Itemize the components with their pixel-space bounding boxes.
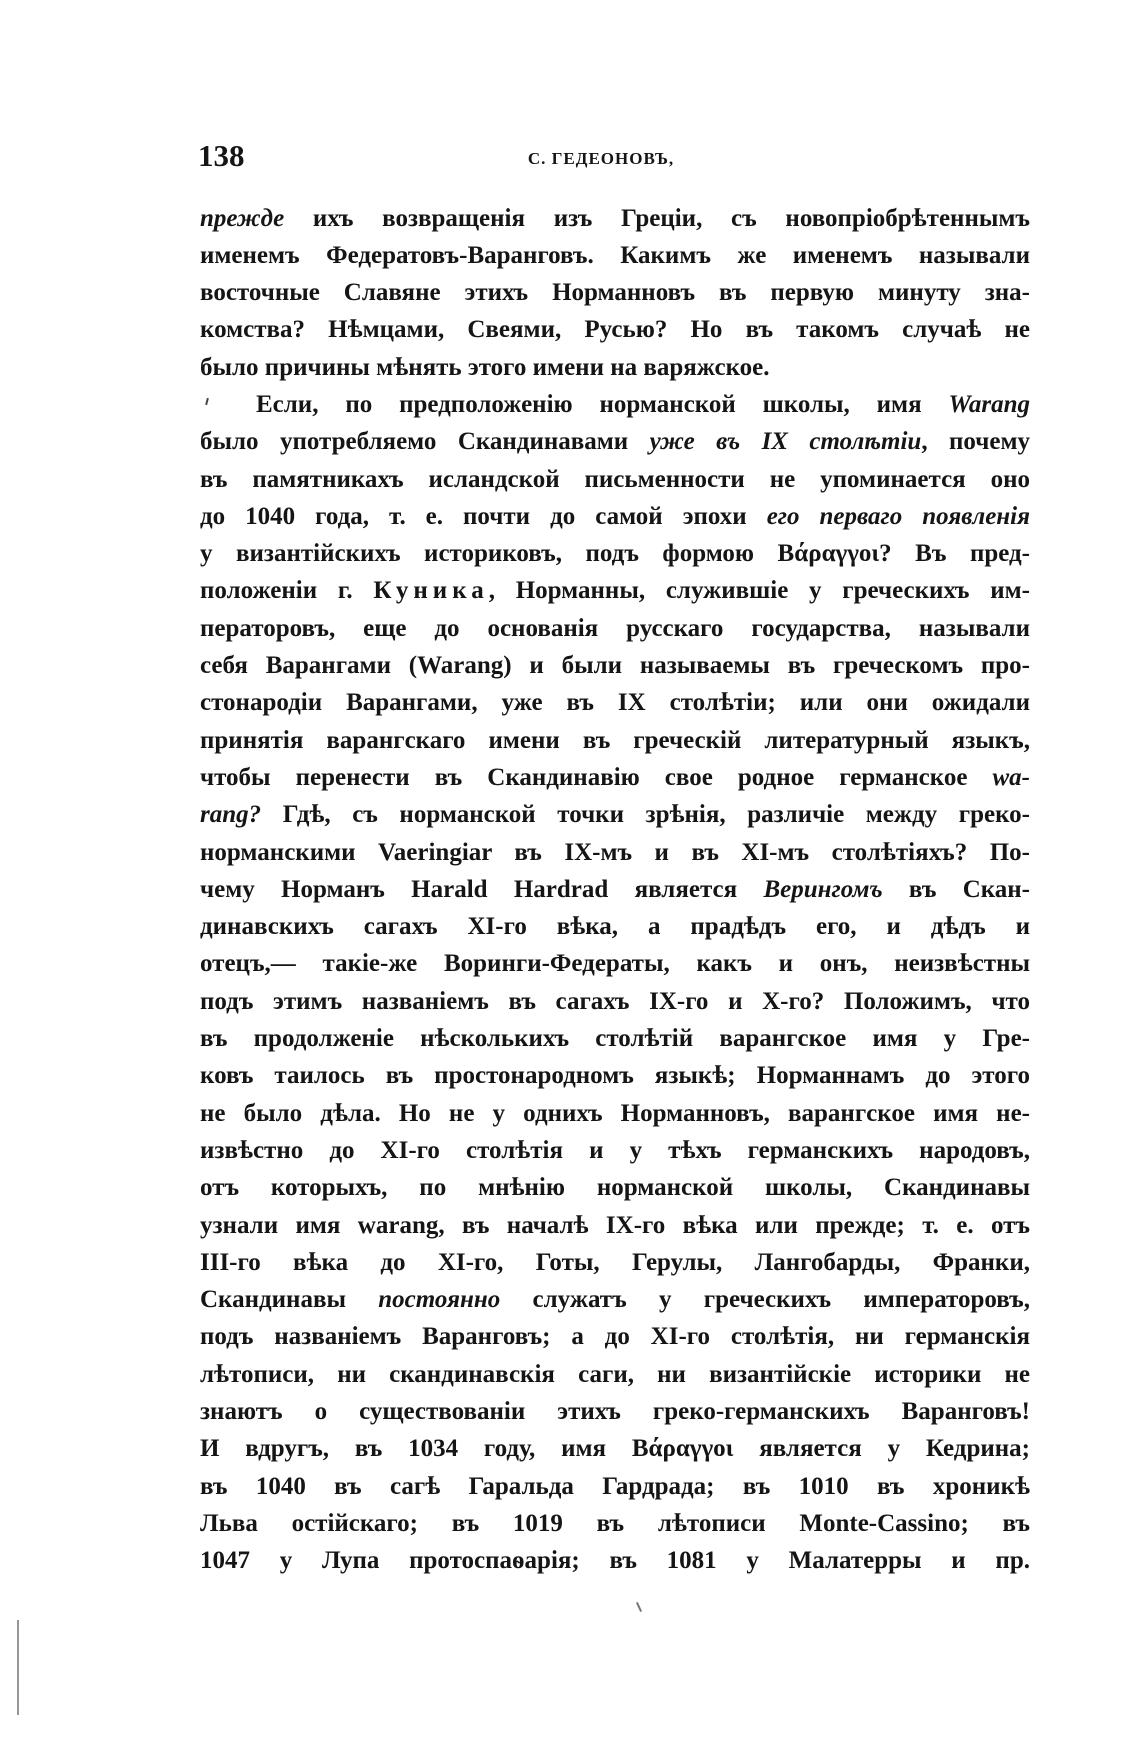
- text-line: [200, 237, 1030, 274]
- text-run: норманскими Vaeringiar въ IX-мъ и въ XI-мъ столѣтіяхъ? По-: [200, 838, 1030, 866]
- text-run: извѣстно до XI-го столѣтія и у тѣхъ германскихъ народовъ,: [200, 1136, 1030, 1164]
- text-run: не было дѣла. Но не у однихъ Норманновъ, варангское имя не-: [200, 1099, 1030, 1127]
- text-run: , Норманны, служившіе у греческихъ им-: [488, 577, 1030, 605]
- text-run: подъ этимъ названіемъ въ сагахъ IX-го и X-го? Положимъ, что: [200, 987, 1030, 1015]
- text-run: И вдругъ, въ 1034 году, имя Βάραγγοι является у Кедрина;: [200, 1435, 1030, 1463]
- text-line: [200, 274, 1030, 311]
- text-run: въ Скан-: [882, 875, 1031, 903]
- text-line: [200, 311, 1030, 348]
- text-line: [200, 983, 1030, 1020]
- text-line: [200, 1169, 1030, 1206]
- text-line: [200, 423, 1030, 460]
- text-line: [200, 834, 1030, 871]
- text-run: ковъ таилось въ простонародномъ языкѣ; Норманнамъ до этого: [200, 1062, 1030, 1090]
- italic-text: rang?: [200, 801, 262, 829]
- text-run: знаютъ о существованіи этихъ греко-германскихъ Варанговъ!: [200, 1398, 1030, 1425]
- text-line: [200, 1020, 1030, 1057]
- text-run: отъ которыхъ, по мнѣнію норманской школы, Скандинавы: [200, 1174, 1030, 1202]
- text-line: [200, 1057, 1030, 1094]
- text-run: динавскихъ сагахъ XI-го вѣка, а прадѣдъ его, и дѣдъ и: [200, 913, 1030, 941]
- text-line: [200, 1468, 1030, 1505]
- text-run: Гдѣ, съ норманской точки зрѣнія, различіе между греко-: [261, 801, 1030, 829]
- text-run: себя Варангами (Warang) и были называемы въ греческомъ про-: [200, 652, 1030, 680]
- text-run: въ продолженіе нѣсколькихъ столѣтій варангское имя у Гре-: [200, 1025, 1030, 1053]
- text-run: 1047 у Лупа протоспаѳарія; въ 1081 у Малатерры и пр.: [200, 1547, 1030, 1575]
- italic-text: Верингомъ: [763, 875, 883, 903]
- text-line: [200, 1430, 1030, 1467]
- text-line: [200, 200, 1030, 237]
- text-run: до 1040 года, т. е. почти до самой эпохи: [200, 502, 767, 530]
- text-line: [200, 871, 1030, 908]
- text-line: [200, 461, 1030, 498]
- italic-text: его перваго появленія: [766, 502, 1030, 530]
- text-line: [200, 1132, 1030, 1169]
- text-line: [200, 349, 1030, 386]
- text-run: было употребляемо Скандинавами: [200, 428, 650, 456]
- text-line: [200, 647, 1030, 684]
- text-line: [200, 498, 1030, 535]
- italic-text: уже въ IX столѣтіи: [649, 428, 922, 456]
- text-run: узнали имя warang, въ началѣ IX-го вѣка или прежде; т. е. отъ: [200, 1211, 1030, 1239]
- italic-text: wa-: [992, 763, 1030, 791]
- text-line: [200, 945, 1030, 982]
- text-run: положеніи г.: [200, 577, 374, 605]
- italic-text: постоянно: [378, 1286, 501, 1314]
- text-run: чтобы перенести въ Скандинавію свое родное германское: [200, 763, 993, 791]
- text-line: [200, 908, 1030, 945]
- body-text: [200, 200, 1030, 1580]
- text-run: Льва остійскаго; въ 1019 въ лѣтописи Monte-Cassino; въ: [200, 1509, 1030, 1537]
- text-run: именемъ Федератовъ-Варанговъ. Какимъ же именемъ называли: [200, 241, 1030, 269]
- text-line: [200, 1542, 1030, 1579]
- spaced-name: Куника: [373, 577, 489, 605]
- text-line: [200, 1095, 1030, 1132]
- italic-text: прежде: [200, 204, 285, 232]
- scan-edge-mark: [17, 1620, 19, 1715]
- scan-speck-mark: [636, 1602, 642, 1612]
- text-line: [200, 684, 1030, 721]
- text-run: подъ названіемъ Варанговъ; а до XI-го столѣтія, ни германскія: [200, 1323, 1030, 1351]
- text-run: ихъ возвращенія изъ Греціи, съ новопріобрѣтеннымъ: [284, 204, 1030, 232]
- text-line: [200, 535, 1030, 572]
- text-run: III-го вѣка до XI-го, Готы, Герулы, Лангобарды, Франки,: [200, 1248, 1030, 1276]
- text-run: ператоровъ, еще до основанія русскаго государства, называли: [200, 614, 1030, 642]
- text-run: у византійскихъ историковъ, подъ формою Βάραγγοι? Въ пред-: [200, 540, 1030, 568]
- text-line: [200, 1356, 1030, 1393]
- text-line: [200, 1318, 1030, 1355]
- text-run: было причины мѣнять этого имени на варяжское.: [200, 353, 770, 381]
- text-run: , почему: [921, 428, 1031, 456]
- text-run: стонародіи Варангами, уже въ IX столѣтіи; или они ожидали: [200, 689, 1030, 717]
- text-line: [200, 1281, 1030, 1318]
- running-head: С. ГЕДЕОНОВЪ,: [527, 149, 675, 168]
- text-line: [200, 759, 1030, 796]
- text-line: [200, 796, 1030, 833]
- text-run: лѣтописи, ни скандинавскія саги, ни византійскіе историки не: [200, 1360, 1030, 1388]
- text-run: комства? Нѣмцами, Свеями, Русью? Но въ такомъ случаѣ не: [200, 316, 1030, 344]
- italic-text: Warang: [948, 390, 1030, 418]
- text-run: Если, по предположенію норманской школы, имя: [256, 390, 949, 418]
- text-run: восточные Славяне этихъ Норманновъ въ первую минуту зна-: [200, 279, 1030, 307]
- page-number: 138: [198, 138, 245, 173]
- text-run: служатъ у греческихъ императоровъ,: [500, 1286, 1030, 1314]
- text-run: принятія варангскаго имени въ греческій литературный языкъ,: [200, 726, 1030, 754]
- text-run: Скандинавы: [200, 1286, 379, 1314]
- text-run: въ 1040 въ сагѣ Гаральда Гардрада; въ 1010 въ хроникѣ: [200, 1472, 1030, 1500]
- text-line: [200, 386, 1030, 423]
- text-line: [200, 572, 1030, 609]
- text-run: въ памятникахъ исландской письменности не упоминается оно: [200, 465, 1030, 493]
- text-line: [200, 722, 1030, 759]
- text-line: [200, 1505, 1030, 1542]
- text-line: [200, 1207, 1030, 1244]
- text-line: [200, 1393, 1030, 1430]
- text-line: [200, 610, 1030, 647]
- text-run: чему Норманъ Harald Hardrad является: [200, 875, 764, 903]
- text-line: [200, 1244, 1030, 1281]
- text-run: отецъ,— такіе-же Воринги-Федераты, какъ и онъ, неизвѣстны: [200, 950, 1030, 978]
